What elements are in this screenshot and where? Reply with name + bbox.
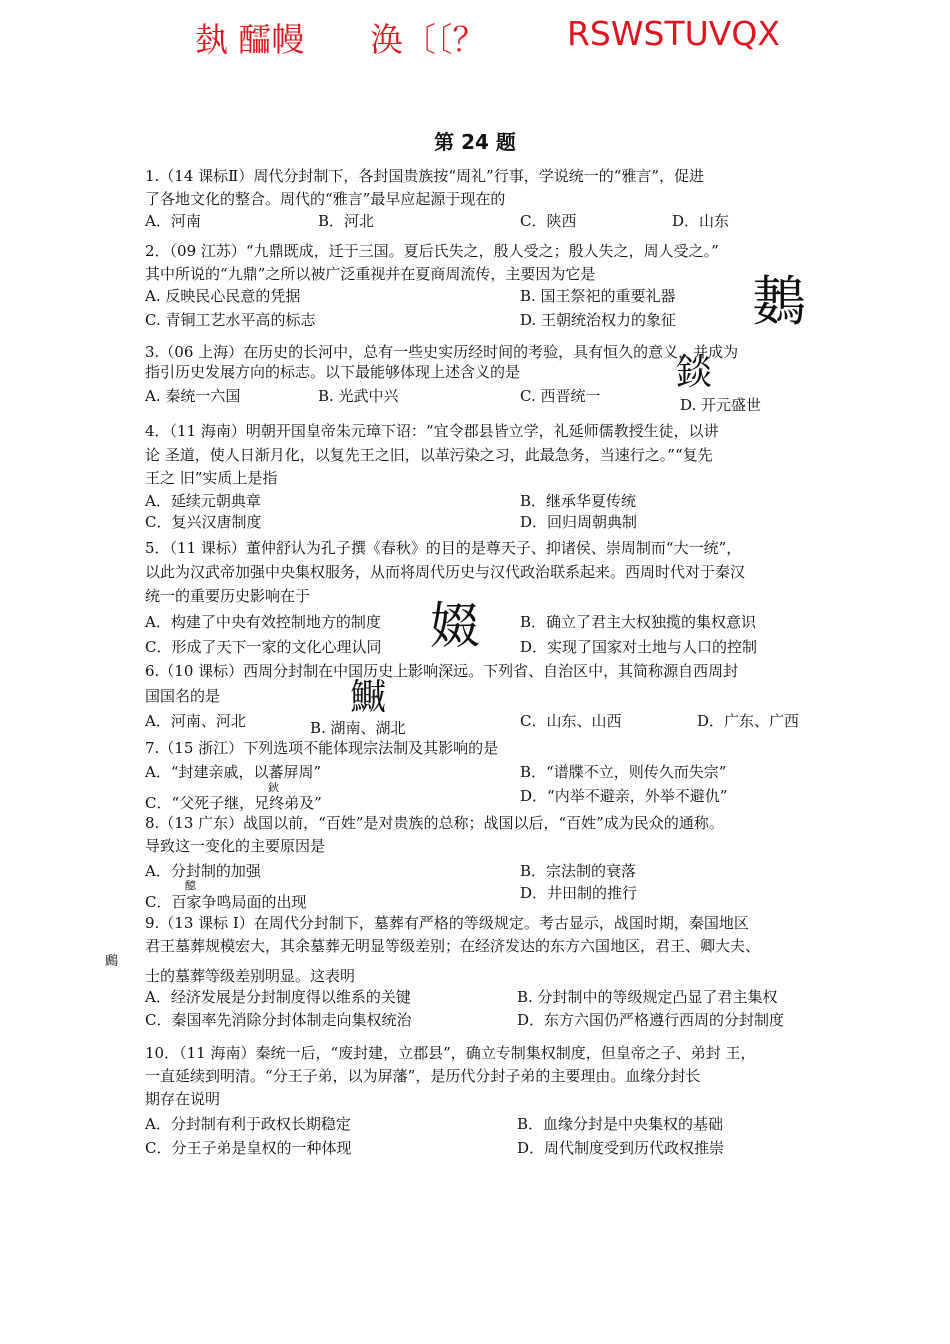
- question-7-option-b: B．“谱牒不立，则传久而失宗”: [520, 763, 727, 781]
- question-9-option-a: A．经济发展是分封制度得以维系的关键: [145, 988, 411, 1006]
- question-4-option-a: A．延续元朝典章: [145, 492, 261, 510]
- stray-glyph-5: 鈥: [268, 781, 279, 794]
- question-8-stem-line-2: 导致这一变化的主要原因是: [145, 837, 326, 855]
- question-4-option-c: C．复兴汉唐制度: [145, 513, 262, 531]
- question-4-stem-line-1: 4．（11 海南）明朝开国皇帝朱元璋下诏：“宜令郡县皆立学，礼延师儒教授生徒，以讲: [145, 422, 719, 440]
- question-1-option-b: B．河北: [318, 212, 375, 230]
- question-5-option-a: A．构建了中央有效控制地方的制度: [145, 613, 381, 631]
- header-part-1: 埶 醽幔: [195, 20, 305, 59]
- question-10-option-a: A．分封制有利于政权长期稳定: [145, 1115, 351, 1133]
- question-7-option-d: D．“内举不避亲，外举不避仇”: [520, 787, 728, 805]
- question-2-option-d: D. 王朝统治权力的象征: [520, 311, 677, 329]
- page-title: 第 24 题: [434, 130, 516, 154]
- question-2-option-a: A. 反映民心民意的凭据: [145, 287, 301, 305]
- question-10-option-d: D．周代制度受到历代政权推崇: [517, 1139, 725, 1157]
- stray-glyph-7: 鷉: [105, 954, 119, 969]
- header-part-2: 涣〔〔？: [370, 20, 486, 59]
- question-10-stem-line-2: 一直延续到明清。“分王子弟，以为屏藩”，是历代分封子弟的主要理由。血缘分封长: [145, 1067, 701, 1085]
- question-9-option-c: C．秦国率先消除分封体制走向集权统治: [145, 1011, 412, 1029]
- question-3-option-b: B. 光武中兴: [318, 387, 399, 405]
- question-2-stem-line-2: 其中所说的“九鼎”之所以被广泛重视并在夏商周流传，主要因为它是: [145, 265, 596, 283]
- question-1-option-c: C．陕西: [520, 212, 577, 230]
- stray-glyph-2: 錟: [676, 352, 713, 393]
- question-8-option-b: B．宗法制的衰落: [520, 862, 637, 880]
- question-3-option-d: D. 开元盛世: [680, 396, 762, 414]
- question-1-option-d: D．山东: [672, 212, 730, 230]
- question-7-stem-line-1: 7.（15 浙江）下列选项不能体现宗法制及其影响的是: [145, 739, 499, 757]
- question-4-option-b: B．继承华夏传统: [520, 492, 637, 510]
- question-10-stem-line-1: 10．（11 海南）秦统一后，“废封建，立郡县”，确立专制集权制度，但皇帝之子、弟封 王，: [145, 1044, 756, 1062]
- question-3-stem-line-1: 3.（06 上海）在历史的长河中，总有一些史实历经时间的考验，具有恒久的意义，并成为: [145, 343, 739, 361]
- stray-glyph-3: 娺: [430, 597, 480, 655]
- question-9-stem-line-1: 9.（13 课标 I）在周代分封制下，墓葬有严格的等级规定。考古显示，战国时期，秦国地区: [145, 914, 749, 932]
- question-6-option-d: D．广东、广西: [697, 712, 800, 730]
- question-5-option-b: B．确立了君主大权独揽的集权意识: [520, 613, 757, 631]
- stray-glyph-6: 醷: [185, 879, 196, 892]
- question-2-stem-line-1: 2．（09 江苏）“九鼎既成，迁于三国。夏后氏失之，殷人受之；殷人失之，周人受之。”: [145, 242, 719, 260]
- question-6-stem-line-1: 6.（10 课标）西周分封制在中国历史上影响深远。下列省、自治区中，其简称源自西周封: [145, 662, 739, 680]
- question-4-stem-line-2: 论 圣道，使人日渐月化，以复先王之旧，以革污染之习，此最急务，当速行之。”“复先: [145, 446, 713, 464]
- question-6-stem-line-2: 国国名的是: [145, 687, 221, 705]
- question-5-option-c: C．形成了天下一家的文化心理认同: [145, 638, 382, 656]
- stray-glyph-4: 鱡: [350, 677, 387, 718]
- question-4-option-d: D．回归周朝典制: [520, 513, 638, 531]
- question-10-option-c: C．分王子弟是皇权的一种体现: [145, 1139, 352, 1157]
- question-10-stem-line-3: 期存在说明: [145, 1090, 221, 1108]
- question-7-option-a: A．“封建亲戚，以蕃屏周”: [145, 763, 322, 781]
- question-3-option-a: A. 秦统一六国: [145, 387, 241, 405]
- question-6-option-b: B. 湖南、湖北: [310, 719, 406, 737]
- question-6-option-a: A．河南、河北: [145, 712, 246, 730]
- question-3-stem-line-2: 指引历史发展方向的标志。以下最能够体现上述含义的是: [145, 363, 521, 381]
- question-7-option-c: C．“父死子继，兄终弟及”: [145, 794, 322, 812]
- question-8-stem-line-1: 8.（13 广东）战国以前，“百姓”是对贵族的总称；战国以后，“百姓”成为民众的通称。: [145, 814, 724, 832]
- question-2-option-b: B. 国王祭祀的重要礼器: [520, 287, 676, 305]
- question-1-stem-line-1: 1.（14 课标Ⅱ）周代分封制下，各封国贵族按“周礼”行事，学说统一的“雅言”，促进: [145, 167, 705, 185]
- question-4-stem-line-3: 王之 旧”实质上是指: [145, 469, 278, 487]
- question-9-stem-line-2: 君王墓葬规模宏大，其余墓葬无明显等级差别；在经济发达的东方六国地区，君王、卿大夫、: [145, 937, 761, 955]
- document-header: [195, 14, 795, 58]
- stray-glyph-1: 鶈: [752, 270, 806, 333]
- question-1-stem-line-2: 了各地文化的整合。周代的“雅言”最早应起源于现在的: [145, 190, 506, 208]
- question-9-option-b: B. 分封制中的等级规定凸显了君主集权: [517, 988, 778, 1006]
- question-5-option-d: D．实现了国家对土地与人口的控制: [520, 638, 758, 656]
- question-3-option-c: C. 西晋统一: [520, 387, 601, 405]
- header-part-3: RSWSTUVQX: [567, 14, 780, 53]
- question-5-stem-line-1: 5．（11 课标）董仲舒认为孔子撰《春秋》的目的是尊天子、抑诸侯、崇周制而“大一统”，: [145, 539, 742, 557]
- question-10-option-b: B．血缘分封是中央集权的基础: [517, 1115, 724, 1133]
- question-8-option-a: A．分封制的加强: [145, 862, 261, 880]
- question-8-option-c: C．百家争鸣局面的出现: [145, 893, 307, 911]
- question-2-option-c: C. 青铜工艺水平高的标志: [145, 311, 316, 329]
- question-1-option-a: A．河南: [145, 212, 201, 230]
- question-9-stem-line-3: 士的墓葬等级差别明显。这表明: [145, 967, 356, 985]
- question-5-stem-line-2: 以此为汉武帝加强中央集权服务，从而将周代历史与汉代政治联系起来。西周时代对于秦汉: [145, 563, 746, 581]
- question-5-stem-line-3: 统一的重要历史影响在于: [145, 587, 311, 605]
- question-9-option-d: D．东方六国仍严格遵行西周的分封制度: [517, 1011, 785, 1029]
- question-8-option-d: D．井田制的推行: [520, 884, 638, 902]
- question-6-option-c: C．山东、山西: [520, 712, 622, 730]
